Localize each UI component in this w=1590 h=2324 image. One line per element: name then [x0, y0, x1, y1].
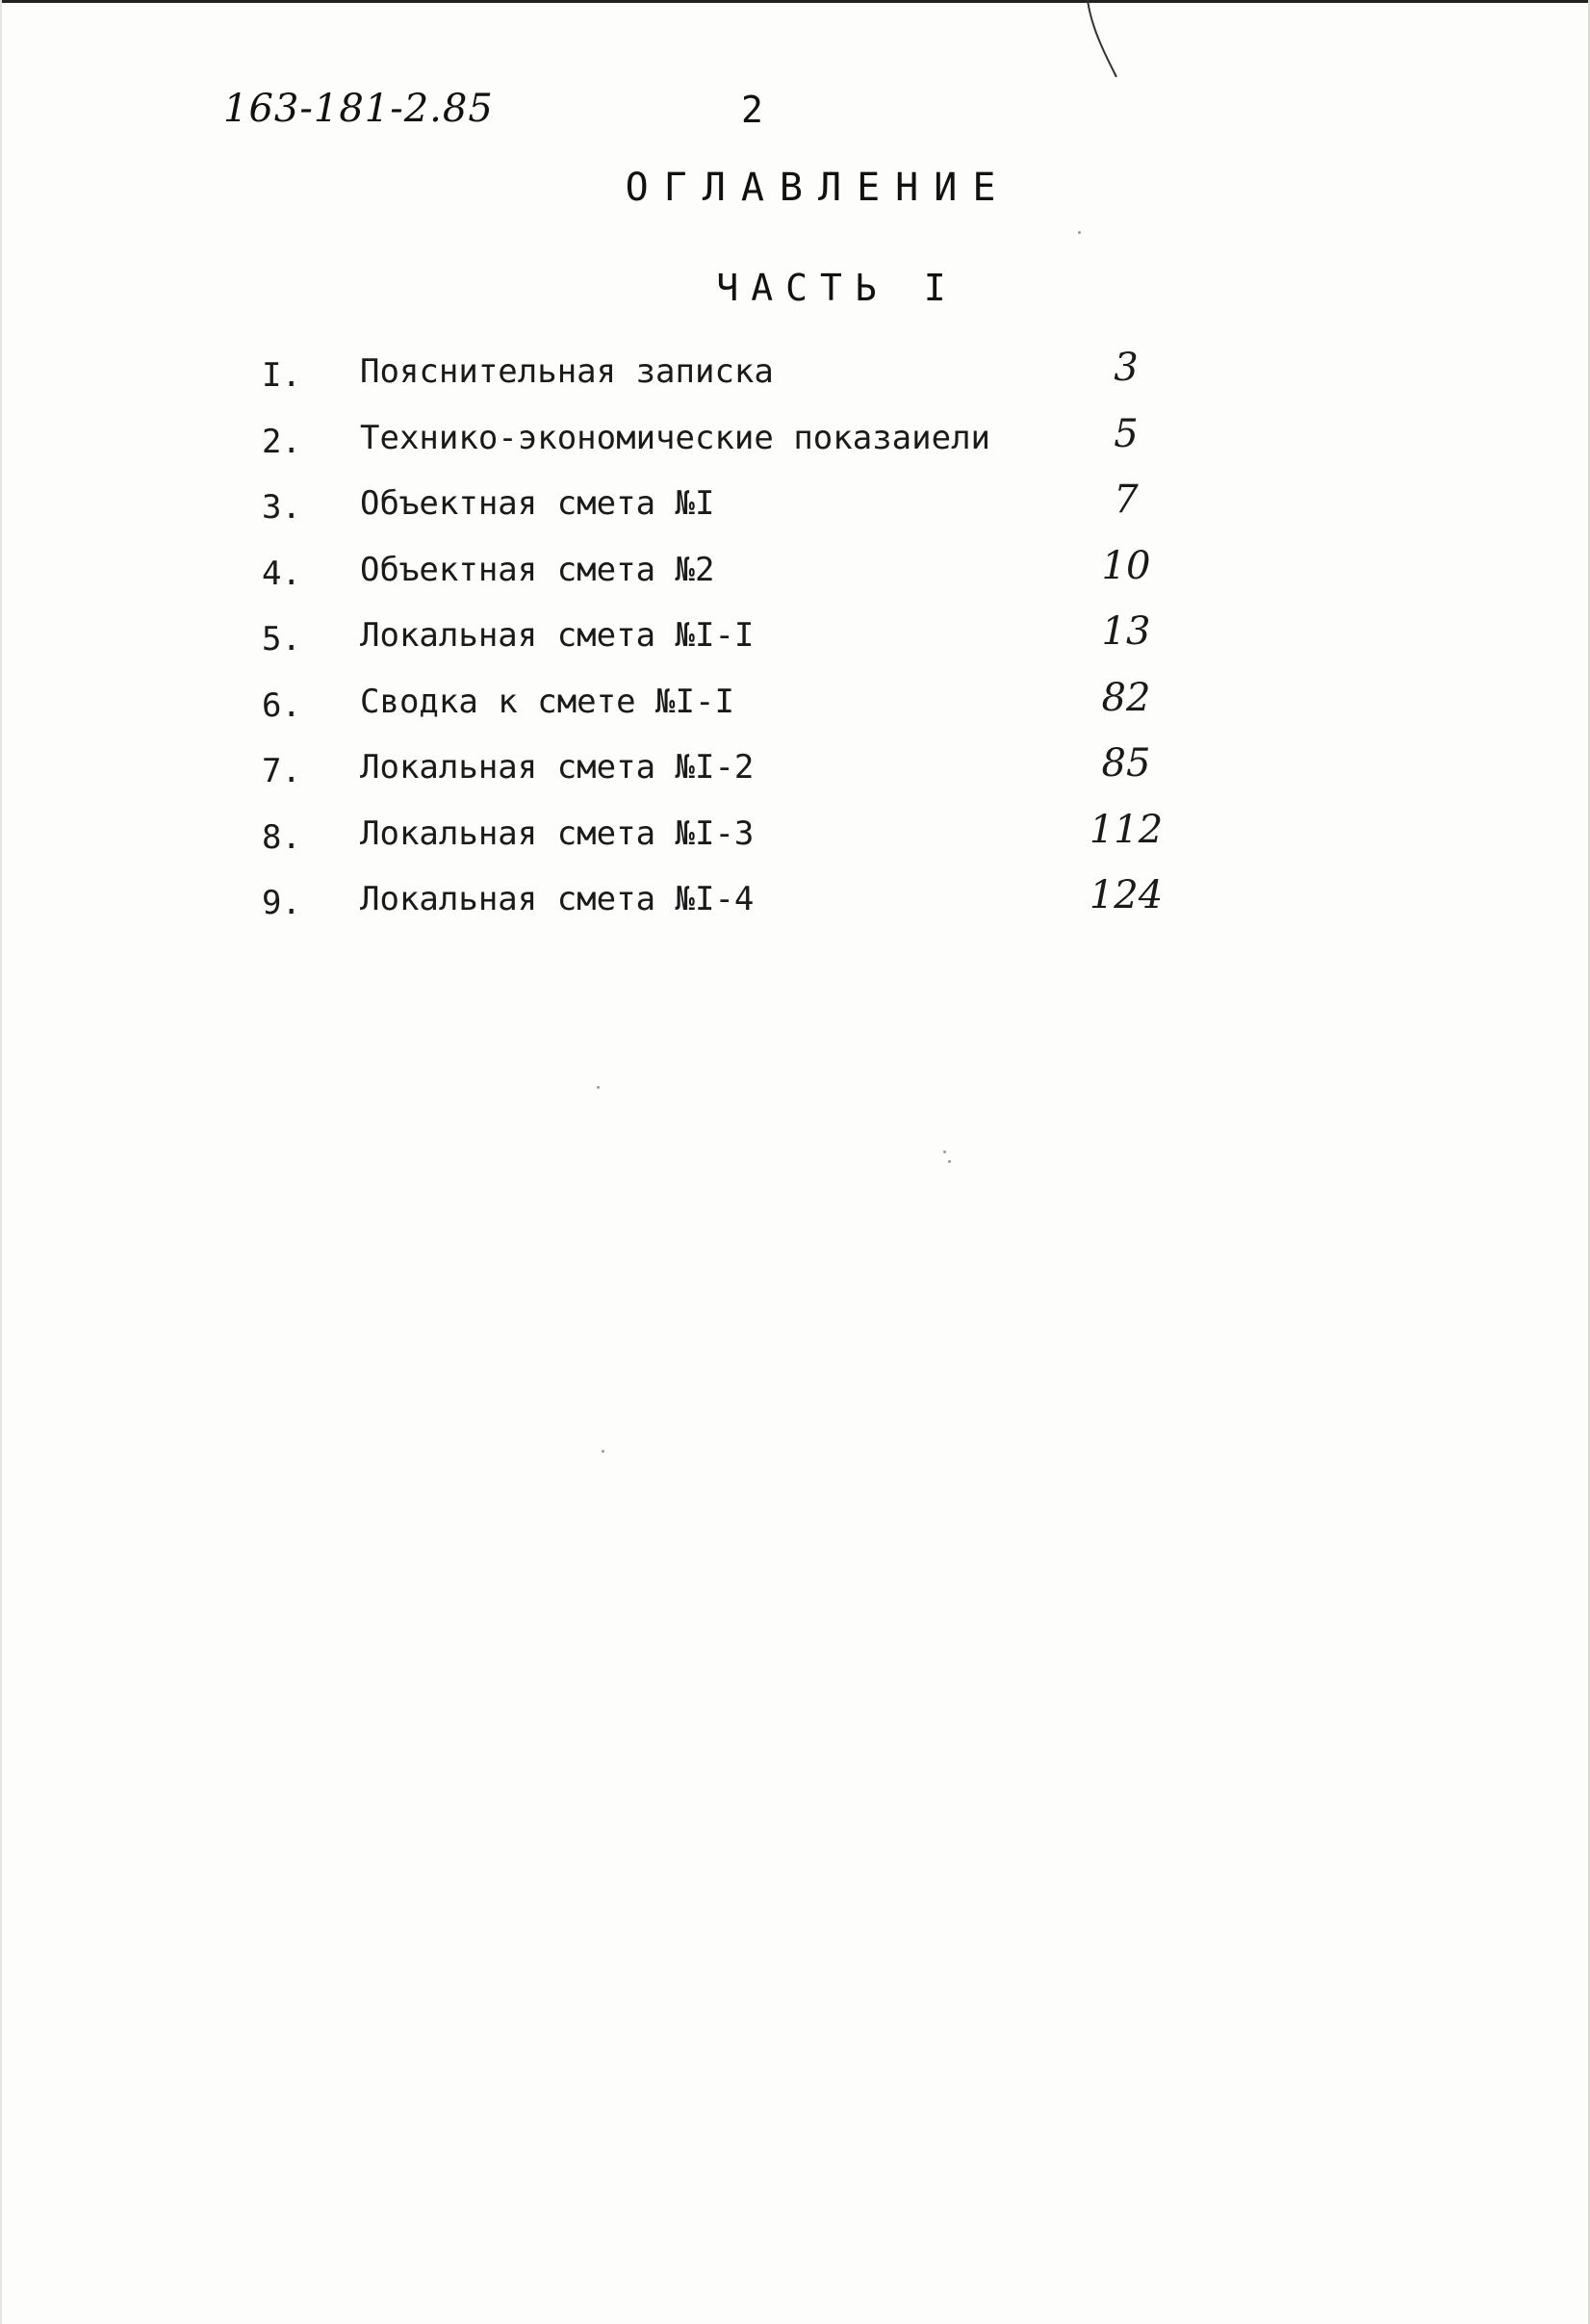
scan-speck: [943, 1150, 946, 1153]
toc-item-number: 2.: [262, 422, 301, 461]
toc-item-number: I.: [262, 356, 301, 395]
toc-item-number: 7.: [262, 752, 301, 790]
scan-left-edge: [0, 0, 2, 2324]
toc-item-page: 3: [1114, 346, 1139, 390]
pencil-stroke: [1078, 0, 1136, 87]
toc-item-title: Пояснительная записка: [360, 352, 774, 391]
scan-speck: [948, 1160, 951, 1163]
toc-item: [260, 480, 1184, 547]
toc-item-title: Локальная смета №I-2: [360, 748, 755, 787]
toc-item-title: Локальная смета №I-3: [360, 813, 755, 853]
toc-item: [260, 873, 1184, 943]
toc-item-page: 13: [1101, 609, 1151, 654]
toc-item-page: 5: [1114, 411, 1139, 456]
toc-item-page: 82: [1101, 675, 1151, 720]
toc-item-number: 5.: [262, 620, 301, 658]
toc-item: [260, 609, 1184, 679]
toc-item-page: 85: [1101, 741, 1151, 786]
toc-item-title: Технико-экономические показаиели: [360, 418, 991, 457]
toc-item-title: Объектная смета №2: [360, 550, 715, 589]
toc-item: [260, 675, 1184, 745]
toc-item: [260, 807, 1184, 877]
toc-item-title: Объектная смета №I: [360, 484, 715, 523]
part-title: ЧАСТЬ I: [716, 267, 959, 309]
scan-top-edge: [0, 0, 1590, 3]
toc-item-title: Локальная смета №I-I: [360, 616, 755, 655]
scan-speck: [597, 1086, 600, 1089]
page-number: 2: [741, 89, 763, 131]
toc-item-title: Сводка к смете №I-I: [360, 682, 734, 721]
toc-item-number: 9.: [262, 884, 301, 922]
toc-title: ОГЛАВЛЕНИЕ: [625, 166, 1012, 210]
toc-item: [260, 741, 1184, 811]
toc-item-page: 112: [1089, 807, 1164, 852]
toc-item-page: 10: [1101, 543, 1151, 588]
document-code: 163-181-2.85: [223, 87, 494, 131]
toc-item-page: 124: [1089, 873, 1164, 917]
toc-item: [260, 411, 1184, 481]
toc-list: [260, 346, 1184, 943]
toc-item-page: 7: [1114, 478, 1139, 522]
scan-speck: [602, 1450, 604, 1453]
toc-item: [260, 346, 1184, 415]
scan-speck: [1078, 231, 1081, 234]
toc-item-number: 8.: [262, 817, 301, 857]
toc-item-title: Локальная смета №I-4: [360, 880, 755, 918]
toc-item-number: 3.: [262, 488, 301, 527]
toc-item: [260, 543, 1184, 613]
toc-item-number: 6.: [262, 685, 301, 725]
toc-item-number: 4.: [262, 554, 301, 593]
